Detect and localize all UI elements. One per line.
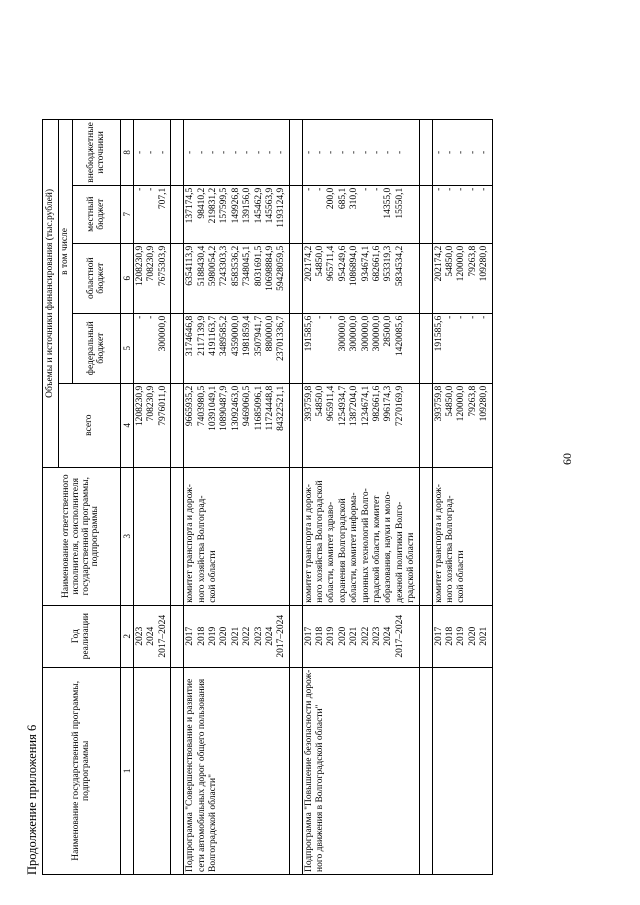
regional-line: 8031691,5 xyxy=(253,245,264,287)
total-cell xyxy=(134,383,171,467)
federal-line: 3489585,2 xyxy=(219,315,230,357)
local-cell xyxy=(134,185,171,243)
program-name-line: ного движения в Волгоградской области" xyxy=(315,704,326,872)
federal-line: 2117139,9 xyxy=(196,315,207,356)
regional-cell xyxy=(184,243,290,313)
table-row xyxy=(302,120,419,875)
offbudget-line: - xyxy=(207,150,218,155)
total-line: 7976011,0 xyxy=(157,385,168,426)
year-line: 2017 xyxy=(433,626,444,646)
total-line: 1254934,7 xyxy=(337,385,348,427)
year-line: 2020 xyxy=(219,626,230,646)
executor-line: комитет транспорта и дорож- xyxy=(303,484,314,603)
offbudget-line: - xyxy=(444,150,455,155)
total-line: 9665935,2 xyxy=(185,385,196,427)
year-cell xyxy=(184,605,290,667)
regional-line: 109280,0 xyxy=(479,245,490,282)
offbudget-line: - xyxy=(157,150,168,155)
total-line: 11724448,8 xyxy=(264,385,275,431)
year-line: 2023 xyxy=(253,626,264,646)
regional-line: 954249,6 xyxy=(337,245,348,282)
header-total: всего xyxy=(59,383,121,467)
regional-line: 934674,1 xyxy=(360,245,371,282)
program-name-line: сети автомобильных дорог общего пользования xyxy=(196,678,207,872)
header-regional: областной бюджет xyxy=(73,243,121,313)
block-gap xyxy=(289,120,302,875)
header-local: местный бюджет xyxy=(73,185,121,243)
federal-line: - xyxy=(467,315,478,319)
regional-line: 6354113,9 xyxy=(185,245,196,286)
local-line: 137174,5 xyxy=(185,187,196,224)
executor-cell xyxy=(184,467,290,605)
total-line: 9469060,5 xyxy=(242,385,253,427)
year-line: 2023 xyxy=(135,626,145,646)
federal-line: 4359000,0 xyxy=(230,315,241,357)
column-number: 1 xyxy=(121,667,134,874)
local-line: - xyxy=(372,187,383,191)
year-line: 2021 xyxy=(230,626,241,646)
year-line: 2020 xyxy=(467,626,478,646)
year-line: 2024 xyxy=(264,626,275,646)
executor-line: дежной политики Волго- xyxy=(394,501,405,603)
federal-cell xyxy=(184,313,290,383)
offbudget-line: - xyxy=(456,150,467,155)
local-line: - xyxy=(456,187,467,191)
total-line: 13092463,0 xyxy=(230,385,241,431)
federal-line: - xyxy=(146,315,157,319)
offbudget-line: - xyxy=(479,150,490,155)
program-name-line: Подпрограмма "Повышение безопасности дорож- xyxy=(303,669,314,872)
header-federal: федеральный бюджет xyxy=(73,313,121,383)
offbudget-line: - xyxy=(360,150,371,155)
regional-line: 965711,4 xyxy=(326,245,337,281)
regional-line: 54850,0 xyxy=(315,245,326,277)
offbudget-cell xyxy=(302,120,419,186)
year-line: 2021 xyxy=(349,626,360,646)
offbudget-line: - xyxy=(433,150,444,155)
program-name-line: Подпрограмма "Совершенствование и развитие xyxy=(185,678,196,872)
year-cell xyxy=(134,605,171,667)
column-number: 3 xyxy=(121,467,134,605)
total-line: 393759,8 xyxy=(433,385,444,422)
year-line: 2019 xyxy=(326,626,337,646)
federal-cell xyxy=(432,313,492,383)
continuation-title: Продолжение приложения 6 xyxy=(25,724,39,875)
total-line: 79263,8 xyxy=(467,385,478,417)
offbudget-line: - xyxy=(264,150,275,155)
regional-line: 202174,2 xyxy=(303,245,314,282)
year-cell xyxy=(432,605,492,667)
regional-cell xyxy=(432,243,492,313)
total-line: 11685096,1 xyxy=(253,385,264,431)
executor-cell xyxy=(134,467,171,605)
local-line: 15550,1 xyxy=(394,187,405,219)
regional-line: 682661,6 xyxy=(372,245,383,282)
total-line: 54850,0 xyxy=(315,385,326,417)
executor-line: области, комитет здраво- xyxy=(326,501,337,603)
offbudget-line: - xyxy=(337,150,348,155)
regional-line: 5188430,4 xyxy=(196,245,207,287)
program-name-cell xyxy=(184,667,290,874)
total-line: 109280,0 xyxy=(479,385,490,422)
year-line: 2017–2024 xyxy=(157,614,168,658)
year-line: 2020 xyxy=(337,626,348,646)
local-line: - xyxy=(315,187,326,191)
executor-line: образования, науки и моло- xyxy=(383,491,394,603)
year-line: 2022 xyxy=(360,626,371,646)
regional-line: 1208230,9 xyxy=(135,245,145,287)
program-name-cell xyxy=(432,667,492,874)
federal-line: 300000,0 xyxy=(372,315,383,352)
offbudget-line: - xyxy=(383,150,394,155)
regional-line: 120000,0 xyxy=(456,245,467,282)
federal-cell xyxy=(302,313,419,383)
year-cell xyxy=(302,605,419,667)
year-line: 2024 xyxy=(383,626,394,646)
executor-line: комитет транспорта и дорож- xyxy=(185,484,196,603)
year-line: 2022 xyxy=(242,626,253,646)
federal-line: - xyxy=(479,315,490,319)
local-line: - xyxy=(303,187,314,191)
total-cell xyxy=(302,383,419,467)
regional-line: 5834534,2 xyxy=(394,245,405,287)
offbudget-line: - xyxy=(326,150,337,155)
federal-line: 28500,0 xyxy=(383,315,394,347)
table-row xyxy=(134,120,171,875)
regional-line: 5980054,2 xyxy=(207,245,218,287)
total-line: 84322521,1 xyxy=(276,385,287,431)
offbudget-line: - xyxy=(276,150,287,155)
federal-line: 191585,6 xyxy=(303,315,314,352)
local-line: 707,1 xyxy=(157,187,168,210)
page-number: 60 xyxy=(560,453,574,465)
year-line: 2017–2024 xyxy=(276,614,287,658)
year-line: 2017 xyxy=(185,626,196,646)
year-line: 2018 xyxy=(444,626,455,646)
executor-cell xyxy=(302,467,419,605)
offbudget-line: - xyxy=(315,150,326,155)
total-line: 10890487,9 xyxy=(219,385,230,431)
local-line: 157599,5 xyxy=(219,187,230,224)
offbudget-line: - xyxy=(253,150,264,155)
year-line: 2018 xyxy=(315,626,326,646)
federal-line: - xyxy=(456,315,467,319)
offbudget-line: - xyxy=(135,150,145,155)
local-line: 145462,9 xyxy=(253,187,264,224)
offbudget-line: - xyxy=(185,150,196,155)
executor-line: ного хозяйства Волгоград- xyxy=(444,495,455,603)
executor-line: ционных технологий Волго- xyxy=(360,488,371,603)
header-year: Год реализации xyxy=(43,605,121,667)
total-line: 965911,4 xyxy=(326,385,337,421)
offbudget-line: - xyxy=(349,150,360,155)
offbudget-line: - xyxy=(146,150,157,155)
year-line: 2018 xyxy=(196,626,207,646)
block-gap xyxy=(419,120,432,875)
local-line: 219831,2 xyxy=(207,187,218,224)
header-offbudget: внебюджетные источники xyxy=(73,120,121,186)
federal-line: - xyxy=(315,315,326,319)
offbudget-cell xyxy=(184,120,290,186)
local-line: - xyxy=(479,187,490,191)
local-line: 14355,0 xyxy=(383,187,394,219)
offbudget-line: - xyxy=(303,150,314,155)
regional-line: 1086894,0 xyxy=(349,245,360,287)
federal-line: 1981859,4 xyxy=(242,315,253,357)
program-name-cell xyxy=(134,667,171,874)
local-line: 145563,9 xyxy=(264,187,275,224)
table-row xyxy=(432,120,492,875)
header-financing-group: Объемы и источники финансирования (тыс.рублей) xyxy=(43,120,59,468)
regional-line: 708230,9 xyxy=(146,245,157,282)
offbudget-line: - xyxy=(372,150,383,155)
federal-line: 3507941,7 xyxy=(253,315,264,357)
offbudget-cell xyxy=(432,120,492,186)
column-number: 5 xyxy=(121,313,134,383)
column-number: 6 xyxy=(121,243,134,313)
federal-line: 880000,0 xyxy=(264,315,275,352)
local-line: - xyxy=(360,187,371,191)
regional-line: 202174,2 xyxy=(433,245,444,282)
offbudget-cell xyxy=(134,120,171,186)
regional-cell xyxy=(302,243,419,313)
regional-line: 7348045,1 xyxy=(242,245,253,287)
total-line: 393759,8 xyxy=(303,385,314,422)
local-line: - xyxy=(444,187,455,191)
column-number: 8 xyxy=(121,120,134,186)
federal-line: 300000,0 xyxy=(360,315,371,352)
local-cell xyxy=(184,185,290,243)
header-including: в том числе xyxy=(59,120,73,384)
total-line: 54850,0 xyxy=(444,385,455,417)
local-line: 149926,8 xyxy=(230,187,241,224)
total-line: 996174,3 xyxy=(383,385,394,422)
total-line: 708230,9 xyxy=(146,385,157,422)
local-cell xyxy=(302,185,419,243)
regional-cell xyxy=(134,243,171,313)
year-line: 2017 xyxy=(303,626,314,646)
total-line: 1234674,1 xyxy=(360,385,371,427)
offbudget-line: - xyxy=(230,150,241,155)
regional-line: 10698884,9 xyxy=(264,245,275,291)
federal-line: 3174646,8 xyxy=(185,315,196,357)
executor-cell xyxy=(432,467,492,605)
federal-line: 300000,0 xyxy=(337,315,348,352)
regional-line: 7243303,3 xyxy=(219,245,230,287)
federal-line: 300000,0 xyxy=(349,315,360,352)
federal-line: - xyxy=(326,315,337,319)
year-line: 2024 xyxy=(146,626,157,646)
local-line: 310,0 xyxy=(349,187,360,210)
federal-line: 191585,6 xyxy=(433,315,444,352)
executor-line: ного хозяйства Волгоград- xyxy=(196,495,207,603)
total-line: 120000,0 xyxy=(456,385,467,422)
header-executor: Наименование ответственного исполнителя, соисполнителя государственной программы, подпрограммы xyxy=(43,467,121,605)
local-line: - xyxy=(433,187,444,191)
local-line: - xyxy=(467,187,478,191)
total-line: 1387204,0 xyxy=(349,385,360,427)
regional-line: 953319,3 xyxy=(383,245,394,282)
regional-line: 59428059,5 xyxy=(276,245,287,291)
block-gap xyxy=(171,120,184,875)
local-line: 200,0 xyxy=(326,187,337,210)
total-line: 7403980,5 xyxy=(196,385,207,427)
column-numbers-row xyxy=(121,120,134,875)
local-line: - xyxy=(135,187,145,191)
local-cell xyxy=(432,185,492,243)
federal-line: 23701336,7 xyxy=(276,315,287,361)
executor-line: области, комитет информа- xyxy=(349,492,360,603)
executor-line: ской области xyxy=(207,550,218,603)
total-line: 1208230,9 xyxy=(135,385,145,427)
federal-line: - xyxy=(444,315,455,319)
year-line: 2017–2024 xyxy=(394,614,405,658)
total-line: 10391049,1 xyxy=(207,385,218,431)
executor-line: ской области xyxy=(456,550,467,603)
year-line: 2023 xyxy=(372,626,383,646)
local-line: 98410,2 xyxy=(196,187,207,219)
offbudget-line: - xyxy=(242,150,253,155)
offbudget-line: - xyxy=(196,150,207,155)
local-line: - xyxy=(146,187,157,191)
financing-table xyxy=(42,119,493,875)
offbudget-line: - xyxy=(219,150,230,155)
financing-table-frame xyxy=(42,45,542,875)
column-number: 7 xyxy=(121,185,134,243)
federal-line: - xyxy=(135,315,145,319)
regional-line: 79263,8 xyxy=(467,245,478,277)
year-line: 2021 xyxy=(479,626,490,646)
executor-line: охранения Волгоградской xyxy=(337,498,348,603)
federal-line: 1420085,6 xyxy=(394,315,405,357)
federal-line: 4191163,7 xyxy=(207,315,218,356)
program-name-line: Волгоградской области" xyxy=(207,773,218,872)
federal-line: 300000,0 xyxy=(157,315,168,352)
executor-line: градской области xyxy=(406,532,417,603)
federal-cell xyxy=(134,313,171,383)
offbudget-line: - xyxy=(467,150,478,155)
program-name-cell xyxy=(302,667,419,874)
executor-line: ного хозяйства Волгоградской xyxy=(315,480,326,603)
header-program-name: Наименование государственной программы, подпрограммы xyxy=(43,667,121,874)
table-row xyxy=(184,120,290,875)
executor-line: комитет транспорта и дорож- xyxy=(433,484,444,603)
local-line: 139156,0 xyxy=(242,187,253,224)
column-number: 2 xyxy=(121,605,134,667)
year-line: 2019 xyxy=(456,626,467,646)
offbudget-line: - xyxy=(394,150,405,155)
local-line: 685,1 xyxy=(337,187,348,210)
executor-line: градской области, комитет xyxy=(372,495,383,603)
local-line: 1193124,9 xyxy=(276,187,287,228)
regional-line: 8583536,2 xyxy=(230,245,241,287)
year-line: 2019 xyxy=(207,626,218,646)
total-line: 982661,6 xyxy=(372,385,383,422)
regional-line: 54850,0 xyxy=(444,245,455,277)
total-cell xyxy=(432,383,492,467)
total-cell xyxy=(184,383,290,467)
regional-line: 7675303,9 xyxy=(157,245,168,287)
column-number: 4 xyxy=(121,383,134,467)
total-line: 7270169,9 xyxy=(394,385,405,427)
